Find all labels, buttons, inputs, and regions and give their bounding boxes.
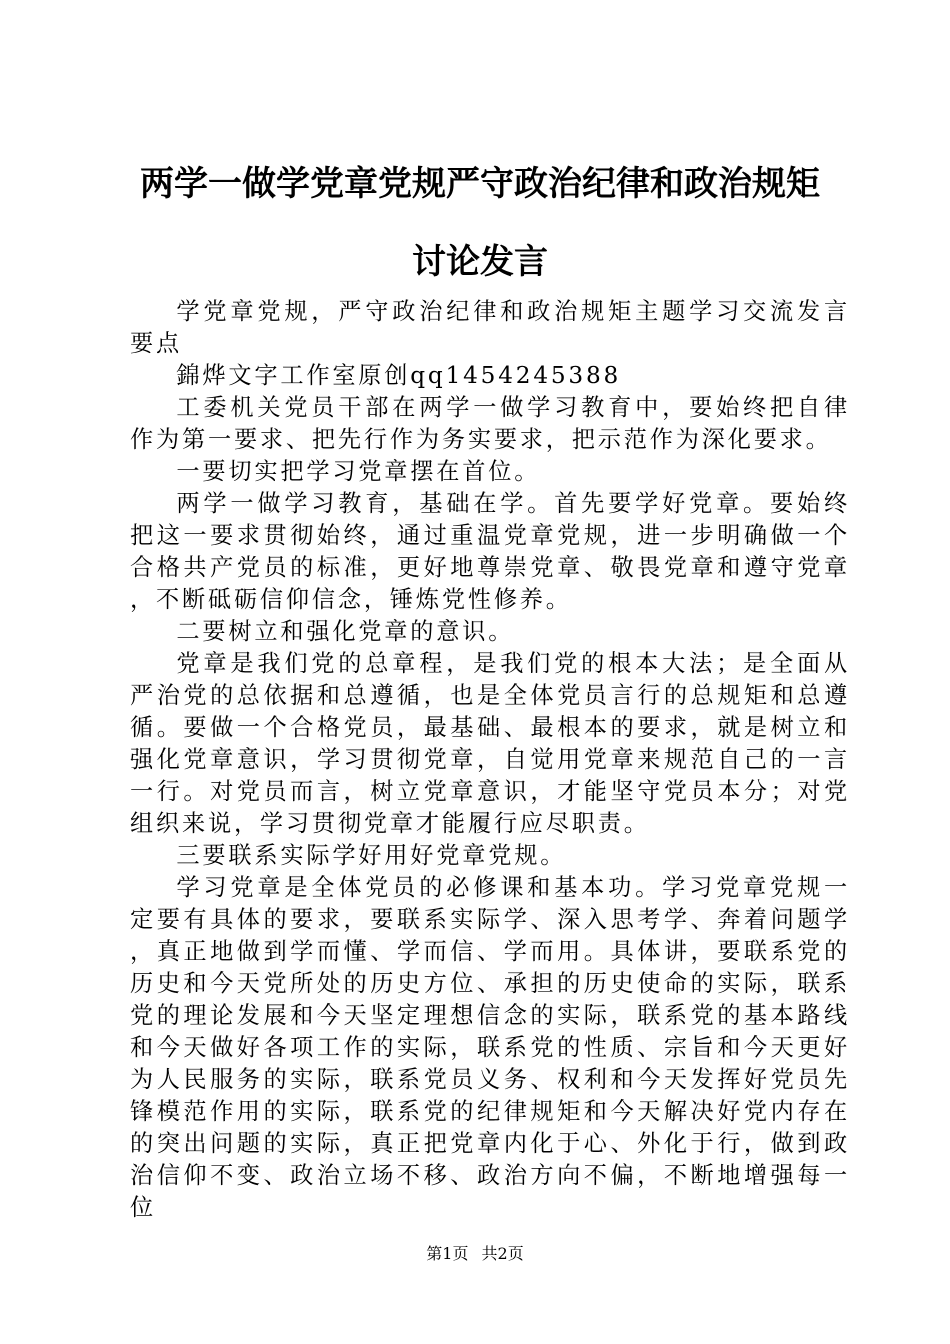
document-title-line-2: 讨论发言 bbox=[412, 242, 548, 282]
page-footer bbox=[0, 1244, 950, 1264]
paragraph-subtitle: 学党章党规，严守政治纪律和政治规矩主题学习交流发言要点 bbox=[130, 298, 850, 357]
paragraph-section-1: 两学一做学习教育，基础在学。首先要学好党章。要始终把这一要求贯彻始终，通过重温党章党规，进一步明确做一个合格共产党员的标准，更好地尊崇党章、敬畏党章和遵守党章，不断砥砺信仰信念，锤炼党性修养。 bbox=[130, 490, 850, 613]
document-body bbox=[130, 296, 850, 1224]
document-title-line-1: 两学一做学党章党规严守政治纪律和政治规矩 bbox=[140, 164, 820, 204]
section-heading-1: 一要切实把学习党章摆在首位。 bbox=[176, 458, 541, 485]
paragraph-section-2: 党章是我们党的总章程，是我们党的根本大法；是全面从严治党的总依据和总遵循，也是全体党员言行的总规矩和总遵循。要做一个合格党员，最基础、最根本的要求，就是树立和强化党章意识，学习贯彻党章，自觉用党章来规范自己的一言一行。对党员而言，树立党章意识，才能坚守党员本分；对党组织来说，学习贯彻党章才能履行应尽职责。 bbox=[130, 650, 850, 837]
paragraph-intro: 工委机关党员干部在两学一做学习教育中，要始终把自律作为第一要求、把先行作为务实要求，把示范作为深化要求。 bbox=[130, 394, 850, 453]
paragraph-credit: 錦烨文字工作室原创qq1454245388 bbox=[176, 362, 622, 389]
page-total: 共2页 bbox=[481, 1244, 524, 1263]
section-heading-3: 三要联系实际学好用好党章党规。 bbox=[176, 842, 567, 869]
paragraph-section-3: 学习党章是全体党员的必修课和基本功。学习党章党规一定要有具体的要求，要联系实际学、深入思考学、奔着问题学，真正地做到学而懂、学而信、学而用。具体讲，要联系党的历史和今天党所处的历史方位、承担的历史使命的实际，联系党的理论发展和今天坚定理想信念的实际，联系党的基本路线和今天做好各项工作的实际，联系党的性质、宗旨和今天更好为人民服务的实际，联系党员义务、权利和今天发挥好党员先锋模范作用的实际，联系党的纪律规矩和今天解决好党内存在的突出问题的实际，真正把党章内化于心、外化于行，做到政治信仰不变、政治立场不移、政治方向不偏，不断地增强每一位 bbox=[130, 874, 850, 1221]
section-heading-2: 二要树立和强化党章的意识。 bbox=[176, 618, 515, 645]
page-number: 第1页 bbox=[426, 1244, 469, 1263]
